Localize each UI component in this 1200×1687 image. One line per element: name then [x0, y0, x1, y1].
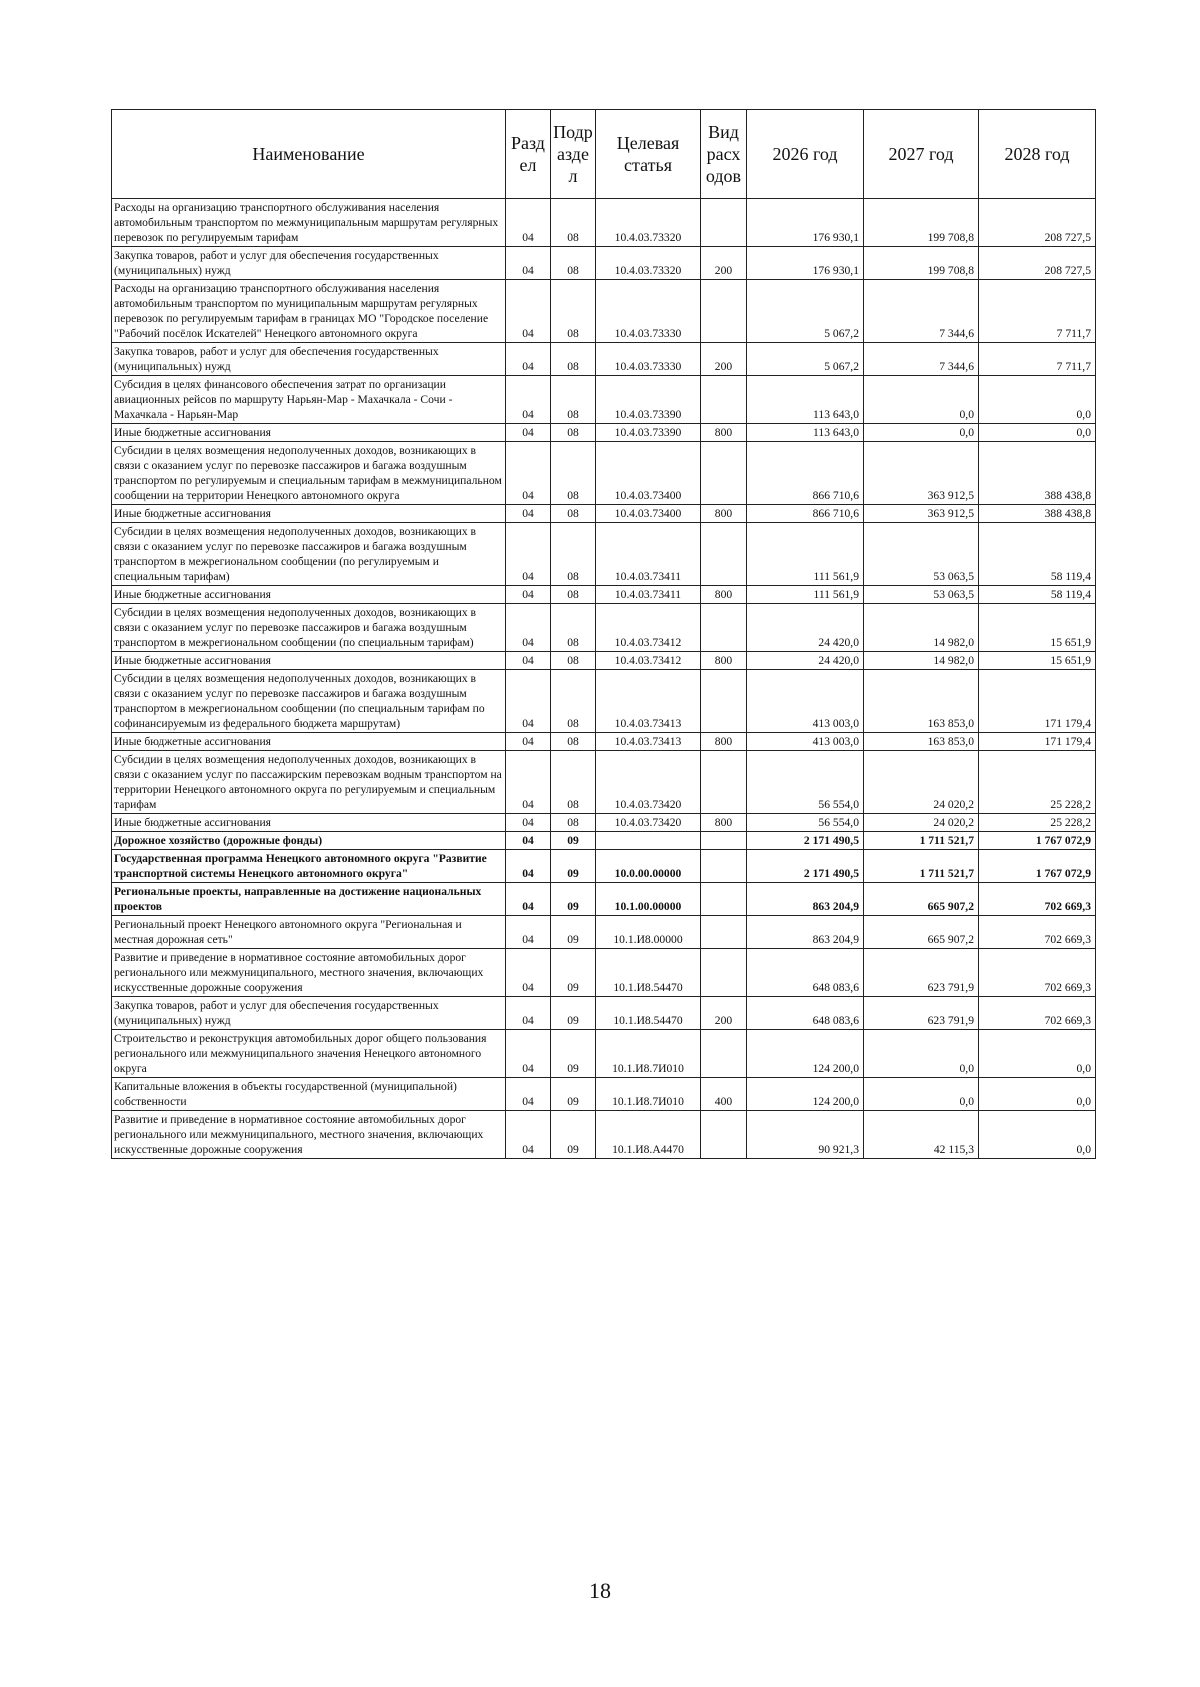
- row-name-cell: Расходы на организацию транспортного обслуживания населения автомобильным транспортом по муниципальным маршрутам регулярных перевозок по регулируемым тарифам в границах МО "Городское поселение "Рабочий посёлок Искателей" Ненецкого автономного округа: [112, 280, 506, 343]
- row-2028-cell: 7 711,7: [979, 343, 1096, 376]
- row-2028-cell: 702 669,3: [979, 997, 1096, 1030]
- row-2028-cell: 0,0: [979, 424, 1096, 442]
- row-2028-cell: 25 228,2: [979, 751, 1096, 814]
- row-subsection-cell: 08: [551, 376, 596, 424]
- row-2026-cell: 5 067,2: [747, 280, 864, 343]
- row-section-cell: 04: [506, 424, 551, 442]
- row-target-cell: 10.1.00.00000: [596, 883, 701, 916]
- row-target-cell: 10.4.03.73411: [596, 523, 701, 586]
- row-target-cell: 10.1.И8.54470: [596, 949, 701, 997]
- row-subsection-cell: 08: [551, 751, 596, 814]
- table-row: [112, 733, 1096, 751]
- row-subsection-cell: 08: [551, 523, 596, 586]
- row-subsection-cell: 08: [551, 280, 596, 343]
- row-subsection-cell: 09: [551, 832, 596, 850]
- row-section-cell: 04: [506, 883, 551, 916]
- row-2026-cell: 113 643,0: [747, 424, 864, 442]
- table-row: [112, 1111, 1096, 1159]
- row-section-cell: 04: [506, 733, 551, 751]
- row-2028-cell: 0,0: [979, 1078, 1096, 1111]
- table-row: [112, 505, 1096, 523]
- row-2027-cell: 665 907,2: [864, 883, 979, 916]
- row-2028-cell: 702 669,3: [979, 916, 1096, 949]
- row-expense-type-cell: 800: [701, 424, 747, 442]
- row-name-cell: Развитие и приведение в нормативное состояние автомобильных дорог регионального или межмуниципального, местного значения, включающих искусственные дорожные сооружения: [112, 1111, 506, 1159]
- row-section-cell: 04: [506, 997, 551, 1030]
- row-section-cell: 04: [506, 949, 551, 997]
- row-2028-cell: 58 119,4: [979, 523, 1096, 586]
- row-2028-cell: 0,0: [979, 1111, 1096, 1159]
- row-2028-cell: 15 651,9: [979, 652, 1096, 670]
- table-row: [112, 1030, 1096, 1078]
- table-row: [112, 751, 1096, 814]
- row-2026-cell: 413 003,0: [747, 733, 864, 751]
- header-2027: 2027 год: [864, 110, 979, 199]
- row-2027-cell: 0,0: [864, 376, 979, 424]
- table-row: [112, 670, 1096, 733]
- row-name-cell: Субсидии в целях возмещения недополученных доходов, возникающих в связи с оказанием услуг по перевозке пассажиров и багажа воздушным транспортом по регулируемым и специальным тарифам в межмуниципальном сообщении на территории Ненецкого автономного округа: [112, 442, 506, 505]
- row-name-cell: Субсидии в целях возмещения недополученных доходов, возникающих в связи с оказанием услуг по перевозке пассажиров и багажа воздушным транспортом в межрегиональном сообщении (по специальным тарифам): [112, 604, 506, 652]
- table-row: [112, 442, 1096, 505]
- row-target-cell: 10.4.03.73330: [596, 280, 701, 343]
- row-2028-cell: 388 438,8: [979, 505, 1096, 523]
- row-name-cell: Закупка товаров, работ и услуг для обеспечения государственных (муниципальных) нужд: [112, 247, 506, 280]
- row-2028-cell: 25 228,2: [979, 814, 1096, 832]
- row-subsection-cell: 08: [551, 652, 596, 670]
- row-2027-cell: 1 711 521,7: [864, 832, 979, 850]
- row-section-cell: 04: [506, 1078, 551, 1111]
- row-2026-cell: 863 204,9: [747, 916, 864, 949]
- row-2026-cell: 124 200,0: [747, 1030, 864, 1078]
- table-row: [112, 832, 1096, 850]
- header-subsection: Подр азде л: [551, 110, 596, 199]
- row-subsection-cell: 08: [551, 814, 596, 832]
- table-row: [112, 343, 1096, 376]
- row-name-cell: Иные бюджетные ассигнования: [112, 586, 506, 604]
- table-row: [112, 586, 1096, 604]
- row-2026-cell: 111 561,9: [747, 523, 864, 586]
- header-2028: 2028 год: [979, 110, 1096, 199]
- row-2028-cell: 171 179,4: [979, 733, 1096, 751]
- row-subsection-cell: 08: [551, 670, 596, 733]
- row-name-cell: Региональные проекты, направленные на достижение национальных проектов: [112, 883, 506, 916]
- row-name-cell: Государственная программа Ненецкого автономного округа "Развитие транспортной системы Ненецкого автономного округа": [112, 850, 506, 883]
- row-subsection-cell: 08: [551, 586, 596, 604]
- row-expense-type-cell: [701, 442, 747, 505]
- row-expense-type-cell: 200: [701, 343, 747, 376]
- row-2027-cell: 24 020,2: [864, 751, 979, 814]
- row-expense-type-cell: [701, 376, 747, 424]
- row-2028-cell: 388 438,8: [979, 442, 1096, 505]
- table-row: [112, 247, 1096, 280]
- row-2028-cell: 702 669,3: [979, 949, 1096, 997]
- row-2026-cell: 2 171 490,5: [747, 832, 864, 850]
- row-2026-cell: 176 930,1: [747, 199, 864, 247]
- header-section: Разд ел: [506, 110, 551, 199]
- row-2026-cell: 2 171 490,5: [747, 850, 864, 883]
- row-target-cell: 10.4.03.73413: [596, 733, 701, 751]
- row-expense-type-cell: 800: [701, 814, 747, 832]
- row-2026-cell: 176 930,1: [747, 247, 864, 280]
- row-target-cell: [596, 832, 701, 850]
- row-section-cell: 04: [506, 442, 551, 505]
- table-row: [112, 604, 1096, 652]
- row-target-cell: 10.4.03.73320: [596, 247, 701, 280]
- header-target: Целевая статья: [596, 110, 701, 199]
- table-row: [112, 424, 1096, 442]
- table-row: [112, 850, 1096, 883]
- row-subsection-cell: 09: [551, 997, 596, 1030]
- table-row: [112, 997, 1096, 1030]
- row-subsection-cell: 08: [551, 424, 596, 442]
- row-2027-cell: 7 344,6: [864, 280, 979, 343]
- row-2027-cell: 42 115,3: [864, 1111, 979, 1159]
- row-2028-cell: 1 767 072,9: [979, 850, 1096, 883]
- row-2028-cell: 0,0: [979, 376, 1096, 424]
- row-subsection-cell: 09: [551, 1111, 596, 1159]
- row-name-cell: Капитальные вложения в объекты государственной (муниципальной) собственности: [112, 1078, 506, 1111]
- row-name-cell: Субсидии в целях возмещения недополученных доходов, возникающих в связи с оказанием услуг по пассажирским перевозкам водным транспортом на территории Ненецкого автономного округа по регулируемым и специальным тарифам: [112, 751, 506, 814]
- row-target-cell: 10.1.И8.00000: [596, 916, 701, 949]
- row-expense-type-cell: 400: [701, 1078, 747, 1111]
- row-2027-cell: 24 020,2: [864, 814, 979, 832]
- row-target-cell: 10.4.03.73420: [596, 814, 701, 832]
- row-2027-cell: 14 982,0: [864, 604, 979, 652]
- row-section-cell: 04: [506, 376, 551, 424]
- row-2028-cell: 7 711,7: [979, 280, 1096, 343]
- row-expense-type-cell: 800: [701, 586, 747, 604]
- row-2026-cell: 111 561,9: [747, 586, 864, 604]
- row-name-cell: Иные бюджетные ассигнования: [112, 652, 506, 670]
- row-expense-type-cell: 800: [701, 652, 747, 670]
- row-section-cell: 04: [506, 670, 551, 733]
- row-2027-cell: 623 791,9: [864, 949, 979, 997]
- table-row: [112, 280, 1096, 343]
- row-expense-type-cell: [701, 916, 747, 949]
- row-subsection-cell: 08: [551, 343, 596, 376]
- table-row: [112, 376, 1096, 424]
- row-expense-type-cell: [701, 280, 747, 343]
- row-2027-cell: 363 912,5: [864, 505, 979, 523]
- row-2027-cell: 199 708,8: [864, 247, 979, 280]
- row-expense-type-cell: [701, 1111, 747, 1159]
- row-2028-cell: 208 727,5: [979, 199, 1096, 247]
- row-target-cell: 10.4.03.73413: [596, 670, 701, 733]
- row-section-cell: 04: [506, 199, 551, 247]
- row-section-cell: 04: [506, 604, 551, 652]
- row-2026-cell: 113 643,0: [747, 376, 864, 424]
- row-section-cell: 04: [506, 505, 551, 523]
- row-2026-cell: 648 083,6: [747, 949, 864, 997]
- row-target-cell: 10.4.03.73320: [596, 199, 701, 247]
- row-subsection-cell: 09: [551, 1078, 596, 1111]
- row-name-cell: Иные бюджетные ассигнования: [112, 424, 506, 442]
- row-target-cell: 10.4.03.73420: [596, 751, 701, 814]
- row-name-cell: Субсидии в целях возмещения недополученных доходов, возникающих в связи с оказанием услуг по перевозке пассажиров и багажа воздушным транспортом в межрегиональном сообщении (по регулируемым и специальным тарифам): [112, 523, 506, 586]
- row-2027-cell: 623 791,9: [864, 997, 979, 1030]
- row-2027-cell: 0,0: [864, 1030, 979, 1078]
- row-expense-type-cell: [701, 883, 747, 916]
- row-2027-cell: 363 912,5: [864, 442, 979, 505]
- row-expense-type-cell: [701, 832, 747, 850]
- row-2027-cell: 7 344,6: [864, 343, 979, 376]
- row-target-cell: 10.1.И8.7И010: [596, 1078, 701, 1111]
- row-name-cell: Субсидия в целях финансового обеспечения затрат по организации авиационных рейсов по маршруту Нарьян-Мар - Махачкала - Сочи - Махачкала - Нарьян-Мар: [112, 376, 506, 424]
- table-row: [112, 883, 1096, 916]
- row-2027-cell: 53 063,5: [864, 523, 979, 586]
- page-number: 18: [589, 1578, 611, 1603]
- row-name-cell: Закупка товаров, работ и услуг для обеспечения государственных (муниципальных) нужд: [112, 343, 506, 376]
- table-body: [112, 199, 1096, 1159]
- row-section-cell: 04: [506, 343, 551, 376]
- row-2028-cell: 58 119,4: [979, 586, 1096, 604]
- row-expense-type-cell: [701, 751, 747, 814]
- row-subsection-cell: 09: [551, 949, 596, 997]
- row-2028-cell: 15 651,9: [979, 604, 1096, 652]
- row-target-cell: 10.4.03.73400: [596, 442, 701, 505]
- row-section-cell: 04: [506, 814, 551, 832]
- row-subsection-cell: 08: [551, 604, 596, 652]
- row-2026-cell: 24 420,0: [747, 604, 864, 652]
- row-target-cell: 10.4.03.73390: [596, 424, 701, 442]
- row-name-cell: Региональный проект Ненецкого автономного округа "Региональная и местная дорожная сеть": [112, 916, 506, 949]
- row-name-cell: Расходы на организацию транспортного обслуживания населения автомобильным транспортом по межмуниципальным маршрутам регулярных перевозок по регулируемым тарифам: [112, 199, 506, 247]
- row-subsection-cell: 09: [551, 916, 596, 949]
- row-2027-cell: 163 853,0: [864, 670, 979, 733]
- row-name-cell: Иные бюджетные ассигнования: [112, 505, 506, 523]
- row-target-cell: 10.1.И8.7И010: [596, 1030, 701, 1078]
- row-target-cell: 10.4.03.73412: [596, 604, 701, 652]
- row-2028-cell: 1 767 072,9: [979, 832, 1096, 850]
- row-expense-type-cell: [701, 670, 747, 733]
- row-target-cell: 10.1.И8.54470: [596, 997, 701, 1030]
- row-2026-cell: 413 003,0: [747, 670, 864, 733]
- row-expense-type-cell: 200: [701, 997, 747, 1030]
- row-subsection-cell: 09: [551, 850, 596, 883]
- row-2027-cell: 14 982,0: [864, 652, 979, 670]
- row-name-cell: Закупка товаров, работ и услуг для обеспечения государственных (муниципальных) нужд: [112, 997, 506, 1030]
- row-target-cell: 10.4.03.73390: [596, 376, 701, 424]
- row-2027-cell: 53 063,5: [864, 586, 979, 604]
- row-target-cell: 10.0.00.00000: [596, 850, 701, 883]
- row-expense-type-cell: [701, 604, 747, 652]
- row-name-cell: Развитие и приведение в нормативное состояние автомобильных дорог регионального или межмуниципального, местного значения, включающих искусственные дорожные сооружения: [112, 949, 506, 997]
- row-2027-cell: 0,0: [864, 424, 979, 442]
- row-target-cell: 10.4.03.73412: [596, 652, 701, 670]
- row-2026-cell: 124 200,0: [747, 1078, 864, 1111]
- header-row: [112, 110, 1096, 199]
- row-expense-type-cell: [701, 949, 747, 997]
- row-2027-cell: 1 711 521,7: [864, 850, 979, 883]
- row-subsection-cell: 08: [551, 733, 596, 751]
- row-section-cell: 04: [506, 850, 551, 883]
- row-subsection-cell: 09: [551, 883, 596, 916]
- budget-table: [111, 109, 1096, 1159]
- row-target-cell: 10.4.03.73400: [596, 505, 701, 523]
- row-expense-type-cell: 200: [701, 247, 747, 280]
- row-expense-type-cell: [701, 199, 747, 247]
- row-2026-cell: 24 420,0: [747, 652, 864, 670]
- table-row: [112, 652, 1096, 670]
- row-2028-cell: 0,0: [979, 1030, 1096, 1078]
- header-2026: 2026 год: [747, 110, 864, 199]
- row-section-cell: 04: [506, 586, 551, 604]
- row-2026-cell: 866 710,6: [747, 442, 864, 505]
- row-2028-cell: 702 669,3: [979, 883, 1096, 916]
- table-row: [112, 523, 1096, 586]
- table-row: [112, 1078, 1096, 1111]
- table-row: [112, 199, 1096, 247]
- header-expense-type: Вид расх одов: [701, 110, 747, 199]
- row-section-cell: 04: [506, 751, 551, 814]
- row-name-cell: Дорожное хозяйство (дорожные фонды): [112, 832, 506, 850]
- row-2026-cell: 866 710,6: [747, 505, 864, 523]
- header-name: Наименование: [112, 110, 506, 199]
- table-row: [112, 814, 1096, 832]
- row-target-cell: 10.4.03.73411: [596, 586, 701, 604]
- row-expense-type-cell: [701, 1030, 747, 1078]
- table-row: [112, 949, 1096, 997]
- row-section-cell: 04: [506, 832, 551, 850]
- row-2026-cell: 863 204,9: [747, 883, 864, 916]
- row-2026-cell: 5 067,2: [747, 343, 864, 376]
- row-subsection-cell: 09: [551, 1030, 596, 1078]
- row-expense-type-cell: 800: [701, 733, 747, 751]
- row-name-cell: Иные бюджетные ассигнования: [112, 814, 506, 832]
- row-expense-type-cell: 800: [701, 505, 747, 523]
- row-2027-cell: 665 907,2: [864, 916, 979, 949]
- row-2027-cell: 0,0: [864, 1078, 979, 1111]
- row-2026-cell: 90 921,3: [747, 1111, 864, 1159]
- row-section-cell: 04: [506, 247, 551, 280]
- row-name-cell: Иные бюджетные ассигнования: [112, 733, 506, 751]
- row-2028-cell: 208 727,5: [979, 247, 1096, 280]
- row-2026-cell: 648 083,6: [747, 997, 864, 1030]
- row-section-cell: 04: [506, 652, 551, 670]
- row-2026-cell: 56 554,0: [747, 814, 864, 832]
- row-section-cell: 04: [506, 1030, 551, 1078]
- row-expense-type-cell: [701, 850, 747, 883]
- row-section-cell: 04: [506, 523, 551, 586]
- row-section-cell: 04: [506, 1111, 551, 1159]
- row-name-cell: Субсидии в целях возмещения недополученных доходов, возникающих в связи с оказанием услуг по перевозке пассажиров и багажа воздушным транспортом в межрегиональном сообщении (по специальным тарифам по софинансируемым из федерального бюджета маршрутам): [112, 670, 506, 733]
- row-2027-cell: 163 853,0: [864, 733, 979, 751]
- row-subsection-cell: 08: [551, 199, 596, 247]
- row-2027-cell: 199 708,8: [864, 199, 979, 247]
- row-2028-cell: 171 179,4: [979, 670, 1096, 733]
- row-expense-type-cell: [701, 523, 747, 586]
- row-target-cell: 10.4.03.73330: [596, 343, 701, 376]
- row-section-cell: 04: [506, 280, 551, 343]
- row-subsection-cell: 08: [551, 247, 596, 280]
- row-subsection-cell: 08: [551, 442, 596, 505]
- row-subsection-cell: 08: [551, 505, 596, 523]
- table-row: [112, 916, 1096, 949]
- row-2026-cell: 56 554,0: [747, 751, 864, 814]
- row-target-cell: 10.1.И8.А4470: [596, 1111, 701, 1159]
- row-section-cell: 04: [506, 916, 551, 949]
- row-name-cell: Строительство и реконструкция автомобильных дорог общего пользования регионального или межмуниципального значения Ненецкого автономного округа: [112, 1030, 506, 1078]
